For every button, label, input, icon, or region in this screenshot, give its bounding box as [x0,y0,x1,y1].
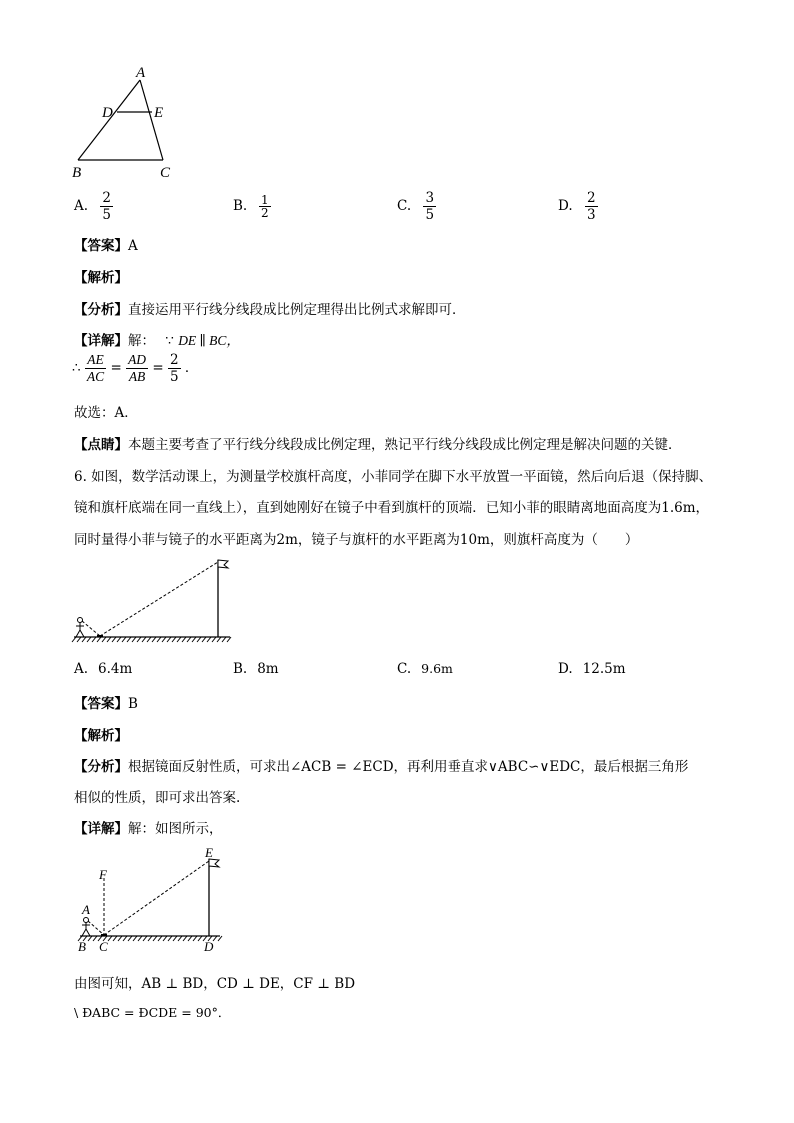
label-e: E [154,105,164,121]
q6-answer: 【答案】B [74,696,138,712]
label-b: B [78,939,86,954]
q5-ratio-equation: ∴ $\frac{AE}{AC}$ = $\frac{AD}{AB}$ = $\frac{2}{5}$ ． [72,352,199,385]
q6-analysis-line-1: 【分析】根据镜面反射性质，可求出∠ACB = ∠ECD，再利用垂直求∨ABC∽∨EDC，最后根据三角形 [74,759,689,775]
label-d: D [204,939,214,954]
label-d: D [102,105,113,121]
q5-detail: 【详解】解： ∵ DE ∥ BC， [74,333,240,349]
q5-option-d: D. $\frac{2}{3}$ [558,190,596,223]
label-b: B [72,165,82,181]
q6-detail: 【详解】解：如图所示， [74,821,223,837]
q5-answer: 【答案】A [74,238,138,254]
q5-review: 【点睛】本题主要考查了平行线分线段成比例定理，熟记平行线分线段成比例定理是解决问题的关键． [74,437,682,453]
q5-analysis: 【分析】直接运用平行线分线段成比例定理得出比例式求解即可． [74,302,466,318]
label-f: F [99,867,107,882]
fraction: $\frac{1}{2}$ [261,193,269,220]
label-c: C [160,165,171,181]
q6-option-d: D. 12.5m [558,661,626,677]
label-c: C [99,939,108,954]
flag-icon [209,859,219,867]
ground-hatching [72,637,231,642]
label-a: A [136,65,146,81]
light-path-ce [104,861,209,935]
q6-option-c: C. 9.6m [397,661,453,677]
q6-angle-line: \ ÐABC = ÐCDE = 90°． [74,1005,231,1020]
light-path-ac [88,921,104,935]
triangle-figure [60,60,190,185]
q5-choose: 故选：A． [74,405,138,421]
person-icon [76,618,84,638]
fraction: $\frac{3}{5}$ [425,190,435,223]
q5-option-a: A. $\frac{2}{5}$ [74,190,111,223]
q6-line-1: 6. 如图，数学活动课上，为测量学校旗杆高度，小菲同学在脚下水平放置一平面镜，然后向后退（保持脚、 [74,469,713,485]
q6-line-2: 镜和旗杆底端在同一直线上），直到她刚好在镜子中看到旗杆的顶端．已知小菲的眼睛离地面高度为1.6m， [74,500,710,516]
labeled-flagpole-figure [72,843,232,958]
person-icon [82,918,90,937]
label-e: E [205,845,213,860]
flag-icon [218,560,228,568]
flagpole-figure [70,552,240,647]
q5-option-c: C. $\frac{3}{5}$ [397,190,435,223]
q6-jiexi-tag: 【解析】 [74,728,128,744]
fraction: $\frac{2}{5}$ [102,190,111,223]
label-a: A [82,902,90,917]
q6-option-b: B. 8m [233,661,279,677]
q6-from-figure: 由图可知，AB ⊥ BD，CD ⊥ DE，CF ⊥ BD [74,976,356,992]
fraction-2-5: $\frac{2}{5}$ [169,352,179,385]
q6-analysis-line-2: 相似的性质，即可求出答案. [74,790,241,806]
fraction: $\frac{2}{3}$ [586,190,596,223]
q6-line-3: 同时量得小菲与镜子的水平距离为2m，镜子与旗杆的水平距离为10m，则旗杆高度为（ ） [74,532,639,548]
fraction-ad-ab: $\frac{AD}{AB}$ [128,352,147,384]
light-path-in [82,621,100,636]
q5-jiexi-tag: 【解析】 [74,270,128,286]
q6-option-a: A. 6.4m [74,661,133,677]
fraction-ae-ac: $\frac{AE}{AC}$ [86,352,105,384]
light-path-out [100,562,218,636]
q5-option-b: B. $\frac{1}{2}$ [233,193,269,220]
